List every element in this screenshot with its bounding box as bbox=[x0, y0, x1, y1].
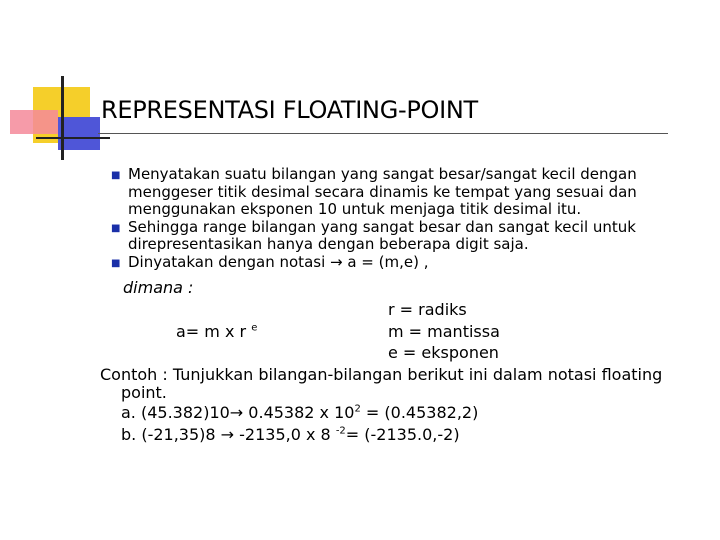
bullet-square-icon: ■ bbox=[111, 170, 121, 181]
example-a-text: a. (45.382)10→ 0.45382 x 10 bbox=[121, 403, 355, 422]
bullet-square-icon: ■ bbox=[111, 257, 121, 269]
definition-mantissa: m = mantissa bbox=[388, 322, 500, 341]
example-intro-cont: point. bbox=[121, 383, 167, 402]
bullet-line: Sehingga range bilangan yang sangat besar dan sangat kecil untuk bbox=[128, 217, 636, 236]
example-intro: Contoh : Tunjukkan bilangan-bilangan berikut ini dalam notasi floating bbox=[100, 365, 663, 384]
bullet-line: direpresentasikan hanya dengan beberapa digit saja. bbox=[128, 235, 529, 253]
bullet-list bbox=[111, 166, 671, 271]
bullet-item bbox=[111, 166, 671, 219]
decor-horizontal-line bbox=[36, 137, 110, 139]
bullet-square-icon: ■ bbox=[111, 222, 121, 234]
decor-vertical-line bbox=[61, 76, 64, 160]
bullet-line: menggunakan eksponen 10 untuk menjaga titik desimal itu. bbox=[128, 200, 582, 218]
definition-exponent: e = eksponen bbox=[388, 343, 499, 362]
dimana-label: dimana : bbox=[123, 278, 194, 297]
example-a-exponent: 2 bbox=[354, 403, 361, 415]
slide-title: REPRESENTASI FLOATING-POINT bbox=[101, 96, 478, 124]
bullet-line: menggeser titik desimal secara dinamis ke tempat yang sesuai dan bbox=[128, 182, 637, 201]
formula-exponent: e bbox=[251, 322, 258, 334]
example-b-text: b. (-21,35)8 → -2135,0 x 8 bbox=[121, 425, 336, 444]
formula bbox=[176, 322, 257, 341]
decor-blue-square bbox=[58, 117, 100, 150]
example-a-result: = (0.45382,2) bbox=[360, 403, 479, 422]
example-b-exponent: -2 bbox=[335, 425, 346, 437]
decor-pink-square bbox=[10, 110, 58, 134]
bullet-line: Dinyatakan dengan notasi → a = (m,e) , bbox=[128, 252, 429, 271]
formula-text: a= m x r bbox=[176, 322, 247, 341]
bullet-item bbox=[111, 219, 671, 254]
bullet-line: Menyatakan suatu bilangan yang sangat besar/sangat kecil dengan bbox=[128, 165, 637, 183]
example-b bbox=[121, 425, 460, 444]
definition-radix: r = radiks bbox=[388, 300, 467, 319]
title-underline bbox=[98, 133, 668, 134]
example-a bbox=[121, 403, 478, 422]
bullet-item bbox=[111, 254, 671, 272]
example-b-result: = (-2135.0,-2) bbox=[345, 425, 460, 444]
